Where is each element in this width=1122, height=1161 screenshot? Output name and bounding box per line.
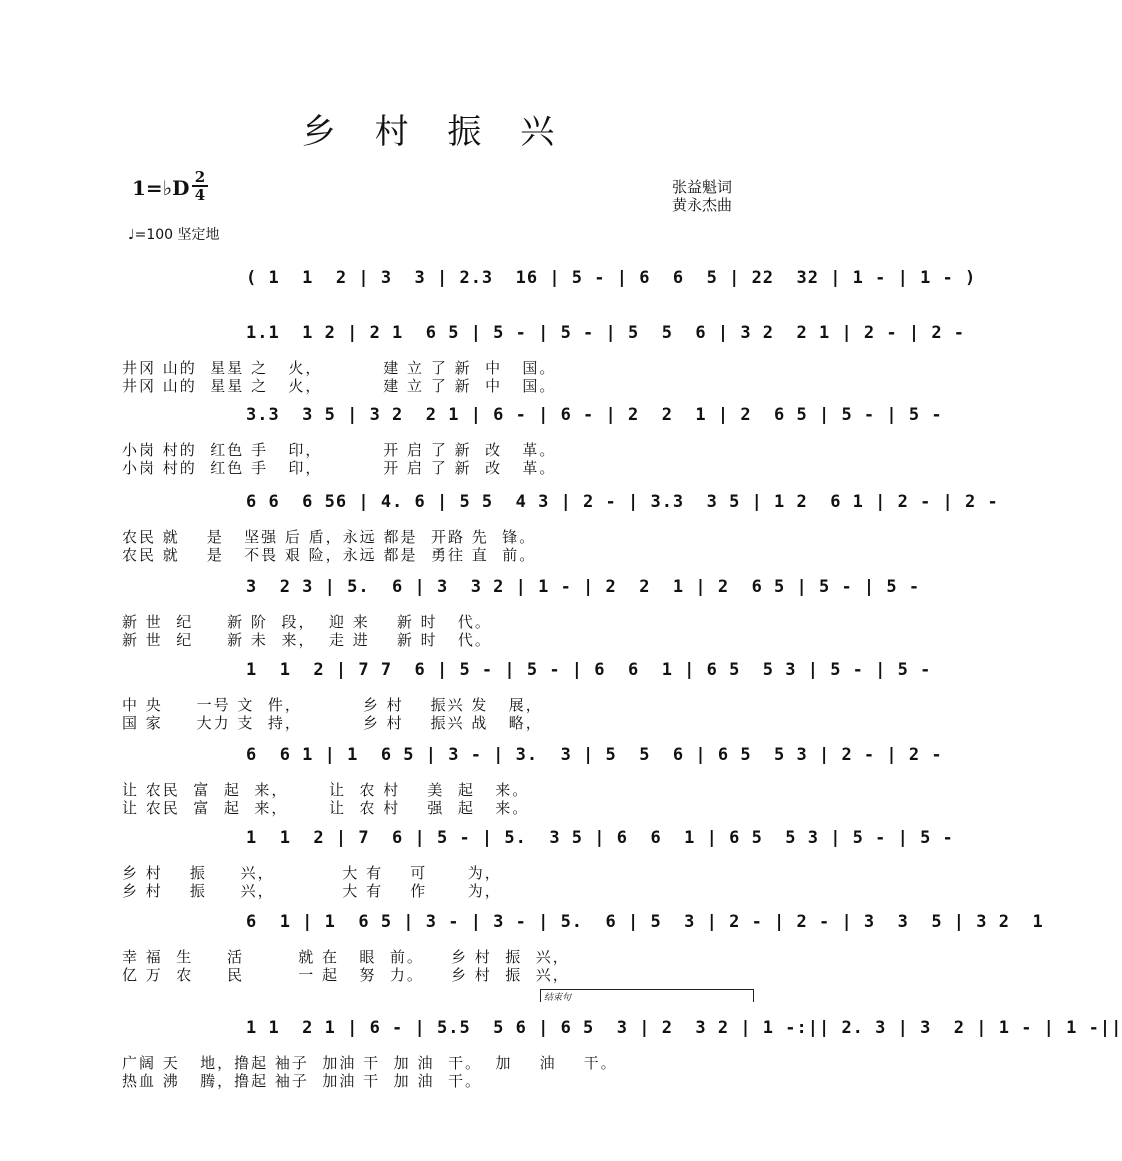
key-signature: 1=♭D <box>132 176 190 200</box>
staff-system <box>118 902 1044 942</box>
notation-line: 1 1 2 1 | 6 - | 5.5 5 6 | 6 5 3 | 2 3 2 | 1 -:|| 2. 3 | 3 2 | 1 - | 1 -|| <box>246 1018 1122 1038</box>
staff-system <box>118 818 954 858</box>
notation-line: 6 1 | 1 6 5 | 3 - | 3 - | 5. 6 | 5 3 | 2 - | 2 - | 3 3 5 | 3 2 1 <box>246 912 1044 932</box>
lyricist: 张益魁词 <box>672 178 733 196</box>
lyric-line: 幸 福 生 活 就 在 眼 前。 乡 村 振 兴， <box>122 948 570 966</box>
notation-line: 1.1 1 2 | 2 1 6 5 | 5 - | 5 - | 5 5 6 | 3 2 2 1 | 2 - | 2 - <box>246 323 966 343</box>
lyric-line: 中 央 一号 文 件， 乡 村 振兴 发 展， <box>122 696 543 714</box>
notation-line: 6 6 1 | 1 6 5 | 3 - | 3. 3 | 5 5 6 | 6 5 5 3 | 2 - | 2 - <box>246 745 943 765</box>
notation-line: ( 1 1 2 | 3 3 | 2.3 16 | 5 - | 6 6 5 | 22 32 | 1 - | 1 - ) <box>246 268 977 288</box>
staff-system <box>118 258 977 298</box>
staff-system <box>118 482 999 522</box>
staff-system <box>118 650 932 690</box>
notation-line: 6 6 6 56 | 4. 6 | 5 5 4 3 | 2 - | 3.3 3 5 | 1 2 6 1 | 2 - | 2 - <box>246 492 999 512</box>
lyric-line: 新 世 纪 新 未 来， 走 进 新 时 代。 <box>122 631 492 649</box>
lyric-line: 小岗 村的 红色 手 印， 开 启 了 新 改 革。 <box>122 459 557 477</box>
staff-system <box>118 735 943 775</box>
lyric-line: 农民 就 是 坚强 后 盾，永远 都是 开路 先 锋。 <box>122 528 537 546</box>
lyric-line: 乡 村 振 兴， 大 有 可 为， <box>122 864 502 882</box>
staff-system <box>118 1008 1122 1048</box>
tempo-marking: ♩=100 坚定地 <box>128 227 220 243</box>
staff-system <box>118 567 921 607</box>
lyric-line: 小岗 村的 红色 手 印， 开 启 了 新 改 革。 <box>122 441 557 459</box>
time-signature <box>192 170 208 202</box>
lyric-line: 井冈 山的 星星 之 火， 建 立 了 新 中 国。 <box>122 377 557 395</box>
lyric-line: 让 农民 富 起 来， 让 农 村 美 起 来。 <box>122 781 530 799</box>
ending-label: 结束句 <box>544 993 572 1003</box>
lyric-line: 乡 村 振 兴， 大 有 作 为， <box>122 882 502 900</box>
time-top: 2 <box>194 168 206 186</box>
song-title: 乡 村 振 兴 <box>301 112 569 152</box>
lyric-line: 井冈 山的 星星 之 火， 建 立 了 新 中 国。 <box>122 359 557 377</box>
lyric-line: 广阔 天 地，撸起 袖子 加油 干 加 油 干。 加 油 干。 <box>122 1054 618 1072</box>
notation-line: 3.3 3 5 | 3 2 2 1 | 6 - | 6 - | 2 2 1 | 2 6 5 | 5 - | 5 - <box>246 405 943 425</box>
lyric-line: 新 世 纪 新 阶 段， 迎 来 新 时 代。 <box>122 613 492 631</box>
staff-system <box>118 395 943 435</box>
lyric-line: 国 家 大力 支 持， 乡 村 振兴 战 略， <box>122 714 543 732</box>
ending-bracket <box>540 989 754 1002</box>
lyric-line: 让 农民 富 起 来， 让 农 村 强 起 来。 <box>122 799 530 817</box>
composer: 黄永杰曲 <box>672 196 733 214</box>
staff-system <box>118 313 966 353</box>
lyric-line: 热血 沸 腾，撸起 袖子 加油 干 加 油 干。 <box>122 1072 482 1090</box>
lyric-line: 亿 万 农 民 一 起 努 力。 乡 村 振 兴， <box>122 966 570 984</box>
notation-line: 3 2 3 | 5. 6 | 3 3 2 | 1 - | 2 2 1 | 2 6 5 | 5 - | 5 - <box>246 577 921 597</box>
lyric-line: 农民 就 是 不畏 艰 险，永远 都是 勇往 直 前。 <box>122 546 537 564</box>
credits <box>672 178 732 214</box>
notation-line: 1 1 2 | 7 7 6 | 5 - | 5 - | 6 6 1 | 6 5 5 3 | 5 - | 5 - <box>246 660 932 680</box>
notation-line: 1 1 2 | 7 6 | 5 - | 5. 3 5 | 6 6 1 | 6 5 5 3 | 5 - | 5 - <box>246 828 954 848</box>
time-bottom: 4 <box>194 186 206 204</box>
